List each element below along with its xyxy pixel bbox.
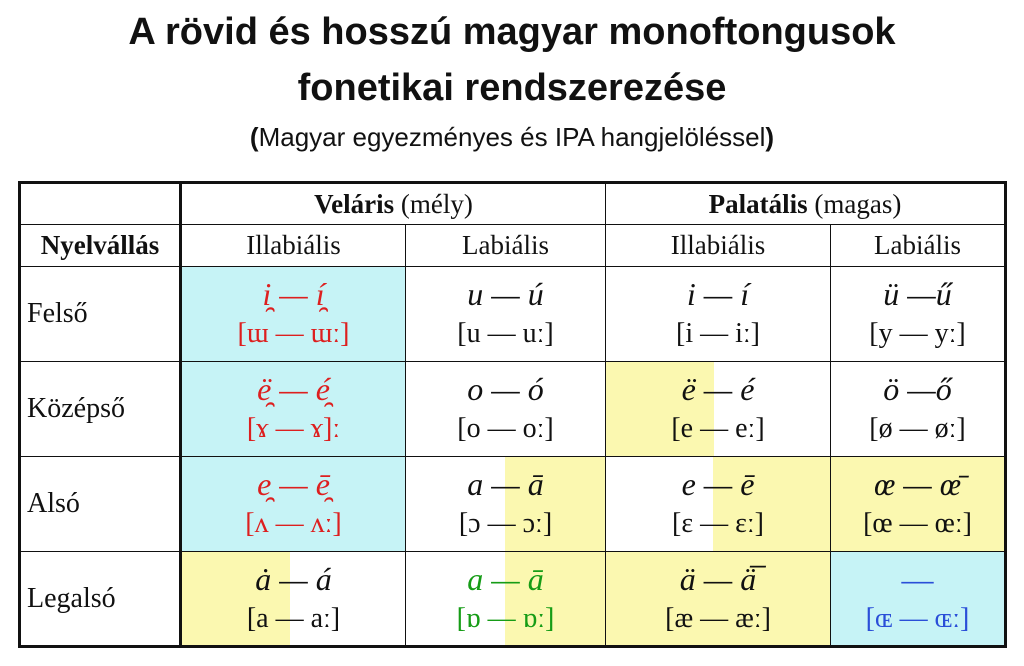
cell-legalso-velaris-labialis [406, 552, 606, 647]
cell-felso-velaris-labialis [406, 267, 606, 362]
table-row-felso [20, 267, 1006, 362]
letters: œ — œ̄ [873, 466, 962, 502]
cell-kozepso-palatalis-illabialis [606, 362, 831, 457]
velaris-label: Veláris [314, 188, 395, 219]
cell-legalso-palatalis-illabialis [606, 552, 831, 647]
ipa: [œ — œː] [863, 508, 972, 539]
ipa: [y — yː] [869, 318, 966, 349]
header-row-sub [20, 225, 1006, 267]
subtitle-text: Magyar egyezményes és IPA hangjelöléssel [258, 122, 766, 152]
ipa: [ɤ — ɤ]ː [246, 413, 341, 444]
col-header-velaris-illabialis: Illabiális [181, 225, 406, 267]
letters: a — ā [467, 466, 544, 502]
subtitle-open-paren: ( [249, 122, 259, 152]
row-label-also: Alsó [20, 457, 181, 552]
ipa: [ɯ — ɯː] [237, 318, 350, 349]
cell-also-palatalis-labialis [831, 457, 1006, 552]
table-row-also [20, 457, 1006, 552]
letters: ö —ő [883, 371, 952, 407]
cell-legalso-velaris-illabialis [181, 552, 406, 647]
letters: — [901, 560, 934, 597]
letters: ȧ — á [255, 560, 332, 597]
cell-also-palatalis-illabialis [606, 457, 831, 552]
letters: i̯ — í̯ [262, 276, 325, 312]
ipa: [u — uː] [457, 318, 554, 349]
header-row-top [20, 183, 1006, 225]
subtitle-close-paren: ) [765, 122, 775, 152]
cell-also-velaris-illabialis [181, 457, 406, 552]
col-header-palatalis-illabialis: Illabiális [606, 225, 831, 267]
letters: e — ē [681, 466, 755, 502]
page-title-line-1: A rövid és hosszú magyar monoftongusok [128, 11, 896, 53]
ipa: [o — oː] [457, 413, 554, 444]
ipa: [ɛ — ɛː] [672, 508, 764, 539]
ipa: [æ — æː] [665, 602, 771, 634]
ipa: [i — iː] [676, 318, 761, 349]
letters: ä — ä̅ [679, 560, 757, 597]
cell-kozepso-velaris-illabialis [181, 362, 406, 457]
row-label-header: Nyelvállás [20, 225, 181, 267]
velaris-note: (mély) [394, 188, 473, 219]
ipa: [a — aː] [246, 602, 341, 634]
ipa: [ɒ — ɒː] [456, 602, 555, 634]
row-label-legalso: Legalsó [20, 552, 181, 647]
cell-felso-velaris-illabialis [181, 267, 406, 362]
row-label-kozepso: Középső [20, 362, 181, 457]
palatalis-note: (magas) [807, 188, 902, 219]
ipa: [ɔ — ɔː] [458, 508, 553, 539]
page-subtitle [0, 121, 1024, 153]
vowel-table [18, 181, 1007, 648]
table-row-kozepso [20, 362, 1006, 457]
cell-felso-palatalis-labialis [831, 267, 1006, 362]
cell-felso-palatalis-illabialis [606, 267, 831, 362]
palatalis-label: Palatális [708, 188, 808, 219]
letters: ë — é [681, 371, 755, 407]
col-header-palatalis-labialis: Labiális [831, 225, 1006, 267]
ipa: [ɶ — ɶː] [865, 602, 970, 634]
table-row-legalso [20, 552, 1006, 647]
letters: a — ā [467, 560, 544, 597]
cell-legalso-palatalis-labialis [831, 552, 1006, 647]
ipa: [e — eː] [671, 413, 765, 444]
letters: i — í [686, 276, 750, 312]
ipa: [ø — øː] [869, 413, 966, 444]
header-palatalis [606, 183, 1006, 225]
cell-kozepso-velaris-labialis [406, 362, 606, 457]
header-velaris [181, 183, 606, 225]
letters: u — ú [467, 276, 544, 312]
header-corner [20, 183, 181, 225]
page-title-line-2: fonetikai rendszerezése [297, 67, 727, 109]
col-header-velaris-labialis: Labiális [406, 225, 606, 267]
ipa: [ʌ — ʌː] [245, 508, 342, 539]
letters: e̯ — ē̯ [257, 466, 330, 502]
row-label-felso: Felső [20, 267, 181, 362]
letters: o — ó [467, 371, 544, 407]
letters: ü —ű [883, 276, 952, 312]
cell-also-velaris-labialis [406, 457, 606, 552]
cell-kozepso-palatalis-labialis [831, 362, 1006, 457]
letters: ë̯ — é̯ [257, 371, 330, 407]
